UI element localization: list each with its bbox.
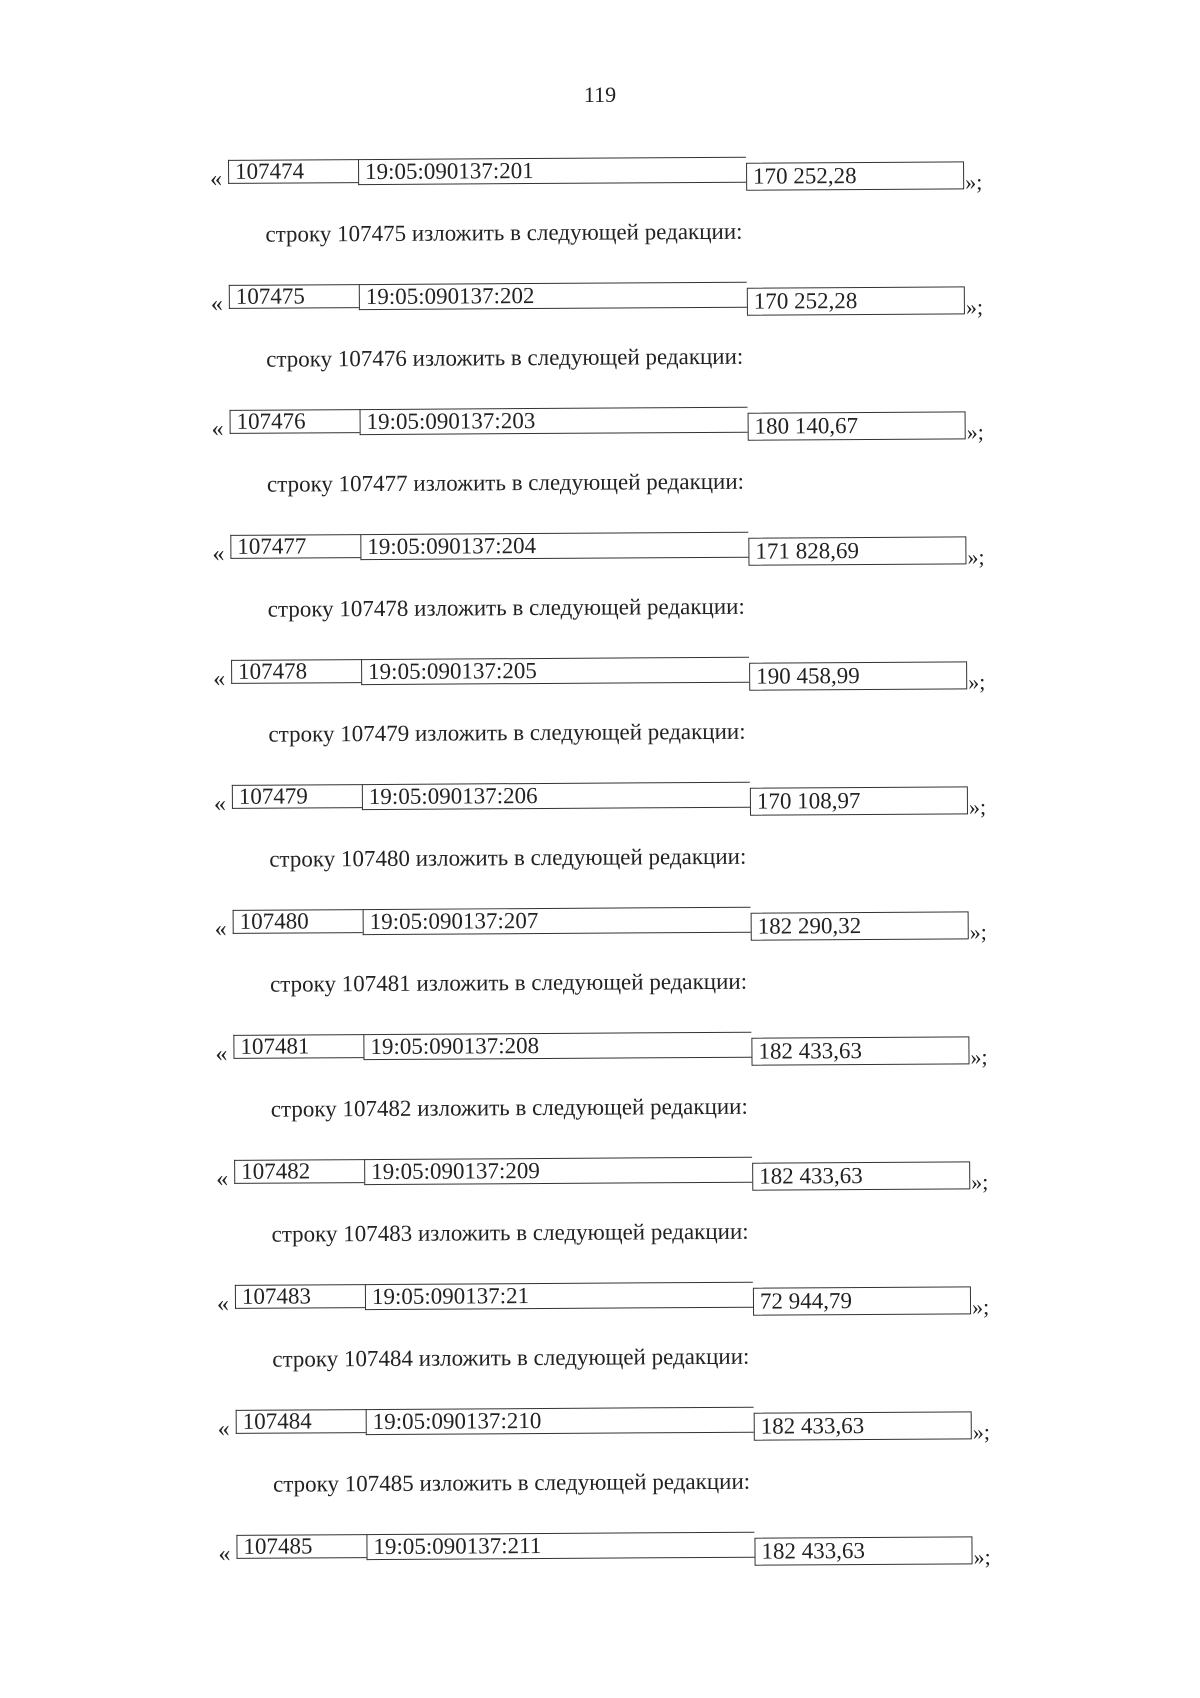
cadastral-value-cell: 72 944,79 [753, 1286, 971, 1315]
cadastral-number-cell: 19:05:090137:207 [363, 907, 751, 935]
cadastral-number-cell: 19:05:090137:210 [366, 1407, 754, 1435]
row-number-cell: 107481 [233, 1034, 363, 1059]
table-row [211, 280, 1091, 325]
amendment-entry [212, 530, 1093, 660]
cadastral-number-cell: 19:05:090137:211 [366, 1532, 754, 1560]
amendment-entry [214, 780, 1095, 910]
closing-quote: »; [967, 544, 985, 570]
amendment-entry [215, 905, 1096, 1035]
cadastral-value-cell: 190 458,99 [749, 661, 967, 690]
amendment-entry [211, 280, 1092, 410]
cadastral-number-cell: 19:05:090137:202 [359, 282, 747, 310]
table-row [212, 405, 1092, 450]
row-number-cell: 107483 [235, 1284, 365, 1309]
opening-quote: « [216, 1290, 230, 1317]
opening-quote: « [210, 290, 223, 317]
amendment-entry [215, 1030, 1096, 1160]
opening-quote: « [213, 665, 226, 692]
cadastral-value-cell: 182 433,63 [752, 1161, 970, 1190]
amendment-instruction: строку 107480 изложить в следующей редакции: [269, 843, 747, 872]
opening-quote: « [213, 790, 227, 817]
cadastral-number-cell: 19:05:090137:206 [362, 782, 750, 810]
row-number-cell: 107474 [228, 159, 358, 184]
amendment-entry [213, 655, 1094, 785]
row-cells [231, 655, 1046, 694]
row-number-cell: 107476 [230, 409, 360, 434]
row-number-cell: 107475 [229, 284, 359, 309]
row-number-cell: 107479 [232, 784, 362, 809]
cadastral-value-cell: 171 828,69 [748, 536, 966, 565]
closing-quote: »; [968, 669, 986, 695]
amendment-instruction: строку 107477 изложить в следующей редакции: [266, 468, 745, 497]
cadastral-value-cell: 182 433,63 [751, 1036, 969, 1065]
table-row [218, 1530, 1098, 1575]
cadastral-number-cell: 19:05:090137:208 [363, 1032, 751, 1060]
closing-quote: »; [971, 1169, 989, 1195]
amendment-entry [218, 1530, 1099, 1660]
closing-quote: »; [968, 794, 987, 820]
opening-quote: « [218, 1540, 231, 1567]
amendment-instruction: строку 107485 изложить в следующей редакции: [273, 1468, 751, 1497]
amendment-instruction: строку 107483 изложить в следующей редакции: [271, 1218, 749, 1247]
cadastral-value-cell: 182 433,63 [754, 1411, 972, 1440]
cadastral-value-cell: 170 252,28 [746, 161, 964, 190]
row-cells [230, 530, 1045, 569]
amendment-instruction: строку 107479 изложить в следующей редакции: [268, 718, 746, 747]
table-row [214, 780, 1094, 825]
amendment-entry [216, 1155, 1097, 1285]
table-row [210, 155, 1090, 200]
closing-quote: »; [972, 1419, 990, 1445]
cadastral-number-cell: 19:05:090137:204 [360, 532, 748, 560]
cadastral-number-cell: 19:05:090137:209 [364, 1157, 752, 1185]
closing-quote: »; [965, 294, 984, 320]
row-cells [233, 905, 1048, 944]
closing-quote: »; [970, 1044, 988, 1070]
amendment-instruction: строку 107476 изложить в следующей редакции: [266, 343, 744, 372]
amendment-entry [217, 1280, 1098, 1410]
amendment-entry [210, 155, 1091, 285]
row-cells [230, 405, 1045, 444]
amendment-entry [218, 1405, 1099, 1535]
cadastral-value-cell: 182 290,32 [751, 911, 969, 940]
row-cells [235, 1280, 1050, 1319]
closing-quote: »; [973, 1544, 991, 1570]
amendment-instruction: строку 107481 изложить в следующей редакции: [269, 968, 748, 997]
row-cells [233, 1030, 1048, 1069]
table-row [213, 655, 1093, 700]
opening-quote: « [217, 1415, 230, 1442]
row-cells [236, 1405, 1051, 1444]
cadastral-value-cell: 170 108,97 [750, 786, 968, 815]
table-row [218, 1405, 1098, 1450]
opening-quote: « [215, 1040, 228, 1067]
closing-quote: »; [965, 169, 983, 195]
cadastral-value-cell: 182 433,63 [754, 1536, 972, 1565]
amendment-instruction: строку 107478 изложить в следующей редакции: [267, 593, 745, 622]
amendment-instruction: строку 107482 изложить в следующей редакции: [270, 1093, 748, 1122]
amendment-list [210, 155, 1099, 1660]
cadastral-number-cell: 19:05:090137:21 [365, 1282, 753, 1310]
opening-quote: « [212, 540, 225, 567]
cadastral-number-cell: 19:05:090137:201 [358, 157, 746, 185]
amendment-entry [212, 405, 1093, 535]
cadastral-value-cell: 170 252,28 [747, 286, 965, 315]
table-row [215, 1030, 1095, 1075]
row-number-cell: 107485 [236, 1534, 366, 1559]
opening-quote: « [214, 915, 227, 942]
row-cells [229, 280, 1044, 319]
amendment-instruction: строку 107475 изложить в следующей редакции: [265, 218, 743, 247]
cadastral-value-cell: 180 140,67 [748, 411, 966, 440]
closing-quote: »; [969, 919, 987, 945]
opening-quote: « [216, 1165, 229, 1192]
row-number-cell: 107477 [230, 534, 360, 559]
page-number: 119 [583, 82, 617, 107]
table-row [212, 530, 1092, 575]
row-cells [234, 1155, 1049, 1194]
table-row [217, 1280, 1097, 1325]
row-number-cell: 107480 [233, 909, 363, 934]
table-row [216, 1155, 1096, 1200]
table-row [215, 905, 1095, 950]
cadastral-number-cell: 19:05:090137:205 [361, 657, 749, 685]
opening-quote: « [211, 415, 224, 442]
row-number-cell: 107482 [234, 1159, 364, 1184]
row-number-cell: 107484 [236, 1409, 366, 1434]
row-number-cell: 107478 [231, 659, 361, 684]
closing-quote: »; [966, 419, 984, 445]
closing-quote: »; [971, 1294, 990, 1320]
cadastral-number-cell: 19:05:090137:203 [360, 407, 748, 435]
opening-quote: « [210, 165, 223, 192]
amendment-instruction: строку 107484 изложить в следующей редакции: [272, 1343, 750, 1372]
row-cells [228, 155, 1043, 194]
row-cells [236, 1530, 1051, 1569]
row-cells [232, 780, 1047, 819]
